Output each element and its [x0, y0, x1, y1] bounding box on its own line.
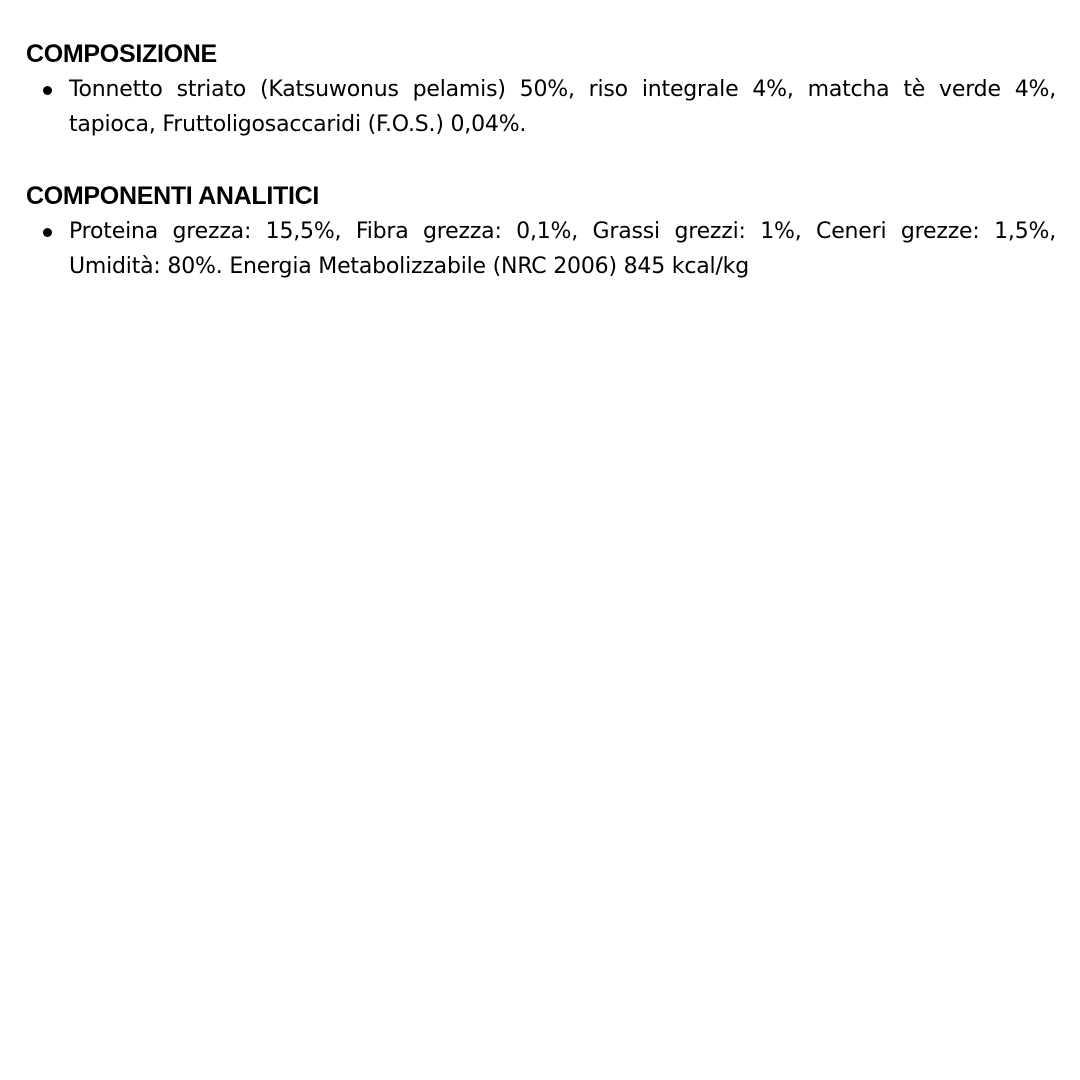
bullet-list — [26, 72, 1056, 142]
bullet-icon — [43, 228, 52, 237]
section-componenti-analitici — [26, 178, 1056, 284]
document-page — [26, 36, 1056, 320]
bullet-list — [26, 214, 1056, 284]
list-item-text: Tonnetto striato (Katsuwonus pelamis) 50%, riso integrale 4%, matcha tè verde 4%, tapioca, Fruttoligosaccaridi (F.O.S.) 0,04%. — [69, 77, 1056, 137]
section-title: COMPONENTI ANALITICI — [26, 182, 320, 210]
bullet-icon — [43, 86, 52, 95]
section-composizione — [26, 36, 1056, 142]
list-item — [26, 72, 1056, 142]
list-item — [26, 214, 1056, 284]
section-title: COMPOSIZIONE — [26, 40, 217, 68]
list-item-text: Proteina grezza: 15,5%, Fibra grezza: 0,1%, Grassi grezzi: 1%, Ceneri grezze: 1,5%, Umidità: 80%. Energia Metabolizzabile (NRC 2006) 845 kcal/kg — [69, 219, 1056, 279]
